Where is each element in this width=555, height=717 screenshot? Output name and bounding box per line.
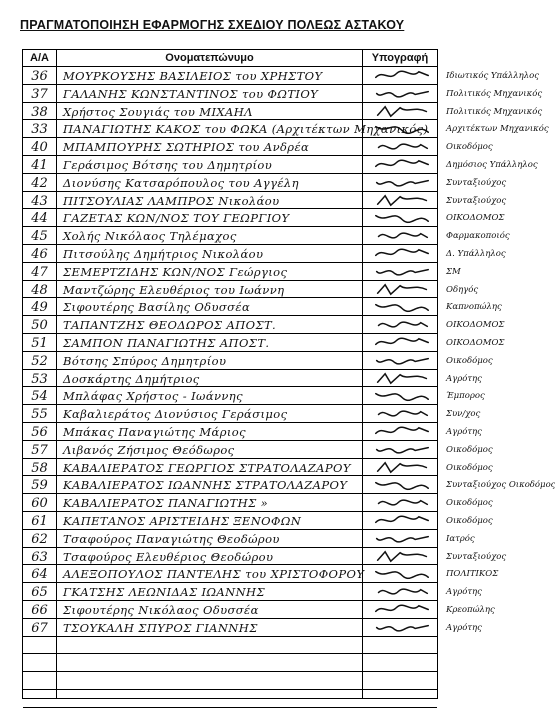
table-row (23, 298, 437, 316)
row-number: 48 (31, 282, 48, 298)
table-row (23, 583, 437, 601)
row-occupation: Αγρότης (446, 373, 482, 384)
row-occupation: Αγρότης (446, 587, 482, 598)
row-number: 43 (31, 193, 48, 209)
row-number: 37 (31, 86, 48, 102)
row-occupation: Οικοδόμος (446, 142, 493, 153)
row-number: 64 (31, 567, 48, 583)
table-row (23, 619, 437, 637)
row-name: ΜΠΑΜΠΟΥΡΗΣ ΣΩΤΗΡΙΟΣ του Ανδρέα (63, 140, 310, 155)
row-occupation: Οικοδόμος (446, 516, 493, 526)
handwritten-signature (371, 424, 433, 439)
row-occupation: ΟΙΚΟΔΟΜΟΣ (446, 213, 505, 224)
table-row (23, 387, 437, 405)
table-row (23, 174, 437, 192)
row-number (23, 672, 56, 689)
row-occupation: Οδηγός (446, 284, 479, 295)
row-occupation: Αγρότης (446, 622, 482, 633)
row-name: Γεράσιμος Βότσης του Δημητρίου (63, 158, 273, 172)
row-number: 59 (31, 478, 48, 494)
row-number: 42 (31, 175, 48, 191)
row-occupation: Αγρότης (446, 427, 482, 437)
table-row (23, 423, 437, 441)
row-number: 55 (31, 407, 48, 423)
row-name: Τσαφούρος Ελευθέριος Θεοδώρου (63, 549, 274, 564)
handwritten-signature (371, 549, 433, 564)
row-number: 45 (31, 229, 48, 245)
table-row (23, 156, 437, 174)
row-name: ΣΕΜΕΡΤΖΙΔΗΣ ΚΩΝ/ΝΟΣ Γεώργιος (63, 264, 288, 279)
row-occupation: Κρεοπώλης (446, 605, 495, 615)
table-row (23, 227, 437, 245)
row-occupation (446, 673, 550, 690)
handwritten-signature (371, 157, 433, 172)
handwritten-signature (371, 460, 433, 475)
table-row (23, 281, 437, 299)
table-row (23, 476, 437, 494)
table-row (23, 67, 437, 85)
row-occupation: Συνταξιούχος (446, 177, 507, 188)
row-name: ΚΑΒΑΛΙΕΡΑΤΟΣ ΓΕΩΡΓΙΟΣ ΣΤΡΑΤΟΛΑΖΑΡΟΥ (63, 460, 351, 475)
row-occupation: Συν/χος (446, 409, 481, 420)
handwritten-signature (371, 299, 433, 314)
row-number: 41 (31, 158, 48, 173)
row-name: ΠΑΝΑΓΙΩΤΗΣ ΚΑΚΟΣ του ΦΩΚΑ (Αρχιτέκτων Μηχανικός) (63, 122, 429, 137)
row-occupation: Αρχιτέκτων Μηχανικός (446, 124, 549, 135)
handwritten-signature (371, 566, 433, 581)
table-row (23, 405, 437, 423)
row-name: Μαντζώρης Ελευθέριος του Ιωάννη (63, 282, 285, 297)
header-signature: Υπογραφή (371, 52, 429, 64)
row-occupation: Έμπορος (446, 391, 485, 402)
row-occupation: Οικοδόμος (446, 498, 493, 509)
handwritten-signature (371, 193, 433, 208)
row-number: 52 (31, 353, 48, 369)
handwritten-signature (371, 388, 433, 403)
row-name: Διονύσης Κατσαρόπουλος του Αγγέλη (63, 175, 299, 190)
table-row (23, 334, 437, 352)
header-num: Α/Α (30, 52, 49, 64)
handwritten-signature (371, 353, 433, 368)
row-occupation (446, 655, 550, 672)
row-number: 65 (31, 585, 48, 601)
header-name: Ονοματεπώνυμο (165, 52, 254, 64)
handwritten-signature (371, 139, 433, 154)
row-number: 50 (31, 318, 48, 334)
row-number: 36 (31, 69, 48, 84)
handwritten-signature (371, 104, 433, 119)
handwritten-signature (371, 175, 433, 190)
table-row (23, 441, 437, 459)
table-row (23, 316, 437, 334)
row-occupation: Δ. Υπάλληλος (446, 249, 506, 259)
handwritten-signature (371, 121, 433, 136)
table-row (23, 459, 437, 477)
row-name: Τσαφούρος Παναγιώτης Θεοδώρου (63, 531, 280, 546)
row-name: Χρήστος Σουγιάς του ΜΙΧΑΗΛ (63, 104, 253, 119)
row-occupation: Φαρμακοποιός (446, 231, 510, 242)
row-occupation: Οικοδόμος (446, 355, 493, 366)
table-row (23, 138, 437, 156)
row-occupation (446, 638, 550, 655)
table-row (23, 512, 437, 530)
handwritten-signature (371, 86, 433, 101)
row-occupation (446, 691, 550, 708)
row-number: 44 (31, 211, 48, 227)
row-number: 54 (31, 389, 48, 405)
row-occupation: Συνταξιούχος Οικοδόμος (446, 480, 555, 491)
table-row (23, 637, 437, 655)
row-number: 62 (31, 531, 48, 547)
table-row (23, 565, 437, 583)
row-name: Χολής Νικόλαος Τηλέμαχος (63, 229, 237, 244)
table-row (23, 209, 437, 227)
handwritten-signature (371, 442, 433, 457)
row-name: ΓΚΑΤΣΗΣ ΛΕΩΝΙΔΑΣ ΙΩΑΝΝΗΣ (63, 585, 265, 600)
row-name: Δοσκάρτης Δημήτριος (63, 371, 200, 386)
row-name: ΜΟΥΡΚΟΥΣΗΣ ΒΑΣΙΛΕΙΟΣ του ΧΡΗΣΤΟΥ (63, 69, 323, 83)
row-number: 67 (31, 620, 48, 636)
row-number: 57 (31, 442, 48, 458)
row-number: 38 (31, 104, 48, 120)
row-name (63, 654, 359, 671)
handwritten-signature (371, 495, 433, 510)
table-row (23, 192, 437, 210)
row-name: Λιβανός Ζήσιμος Θεόδωρος (63, 442, 235, 457)
row-occupation: Ιατρός (446, 533, 475, 544)
handwritten-signature (371, 477, 433, 492)
row-number: 46 (31, 247, 48, 262)
row-name: ΠΙΤΣΟΥΛΙΑΣ ΛΑΜΠΡΟΣ Νικολάου (63, 193, 280, 208)
row-name: Μπάκας Παναγιώτης Μάριος (63, 425, 246, 439)
handwritten-signature (371, 602, 433, 617)
table-row (23, 263, 437, 281)
row-occupation: ΠΟΛΙΤΙΚΟΣ (446, 569, 499, 580)
row-number: 58 (31, 460, 48, 476)
handwritten-signature (371, 282, 433, 297)
row-number: 47 (31, 264, 48, 280)
row-occupation: Δημόσιος Υπάλληλος (446, 160, 538, 170)
row-name: ΚΑΠΕΤΑΝΟΣ ΑΡΙΣΤΕΙΔΗΣ ΞΕΝΟΦΩΝ (63, 514, 302, 528)
row-name: ΣΑΜΠΟΝ ΠΑΝΑΓΙΩΤΗΣ ΑΠΟΣΤ. (63, 336, 270, 350)
handwritten-signature (371, 264, 433, 279)
row-name: ΚΑΒΑΛΙΕΡΑΤΟΣ ΠΑΝΑΓΙΩΤΗΣ » (63, 496, 269, 511)
handwritten-signature (371, 371, 433, 386)
handwritten-signature (371, 228, 433, 243)
handwritten-signature (371, 406, 433, 421)
handwritten-signature (371, 335, 433, 350)
table-row (23, 672, 437, 690)
table-row (23, 245, 437, 263)
row-occupation: ΣΜ (446, 266, 461, 277)
row-occupation: Καπνοπώλης (446, 302, 502, 313)
row-occupation: Οικοδόμος (446, 462, 493, 473)
row-occupation: Ιδιωτικός Υπάλληλος (446, 71, 539, 81)
row-number: 66 (31, 603, 48, 618)
row-occupation: ΟΙΚΟΔΟΜΟΣ (446, 320, 505, 331)
row-name: ΚΑΒΑΛΙΕΡΑΤΟΣ ΙΩΑΝΝΗΣ ΣΤΡΑΤΟΛΑΖΑΡΟΥ (63, 478, 348, 493)
row-name: ΓΑΛΑΝΗΣ ΚΩΝΣΤΑΝΤΙΝΟΣ του ΦΩΤΙΟΥ (63, 86, 319, 101)
table-row (23, 120, 437, 138)
row-occupation: Πολιτικός Μηχανικός (446, 88, 543, 99)
row-name: Βότσης Σπύρος Δημητρίου (63, 353, 227, 368)
handwritten-signature (371, 317, 433, 332)
table-row (23, 548, 437, 566)
row-name: Σιφουτέρης Νικόλαος Οδυσσέα (63, 603, 259, 617)
row-name: ΑΛΕΞΟΠΟΥΛΟΣ ΠΑΝΤΕΛΗΣ του ΧΡΙΣΤΟΦΟΡΟΥ (63, 567, 365, 582)
row-occupation: ΟΙΚΟΔΟΜΟΣ (446, 338, 505, 348)
row-name: Μπλάφας Χρήστος - Ιωάννης (63, 389, 243, 404)
table-row (23, 352, 437, 370)
table-row (23, 370, 437, 388)
row-number: 40 (31, 140, 48, 156)
row-number: 53 (31, 371, 48, 387)
handwritten-signature (371, 584, 433, 599)
handwritten-signature (371, 68, 433, 83)
row-name: Καβαλιεράτος Διονύσιος Γεράσιμος (63, 407, 288, 422)
row-name: Πιτσούλης Δημήτριος Νικολάου (63, 247, 264, 261)
row-name (63, 690, 359, 707)
row-name: ΓΑΖΕΤΑΣ ΚΩΝ/ΝΟΣ ΤΟΥ ΓΕΩΡΓΙΟΥ (63, 211, 290, 226)
table-row (23, 494, 437, 512)
row-number: 60 (31, 496, 48, 512)
signature-sheet-table (22, 49, 438, 699)
handwritten-signature (371, 620, 433, 635)
handwritten-signature (371, 246, 433, 261)
row-name: ΤΣΟΥΚΑΛΗ ΣΠΥΡΟΣ ΓΙΑΝΝΗΣ (63, 620, 258, 635)
row-number: 63 (31, 549, 48, 565)
handwritten-signature (371, 513, 433, 528)
table-row (23, 530, 437, 548)
row-number (23, 690, 56, 707)
row-number (23, 637, 56, 654)
handwritten-signature (371, 210, 433, 225)
page-title: ΠΡΑΓΜΑΤΟΠΟΙΗΣΗ ΕΦΑΡΜΟΓΗΣ ΣΧΕΔΙΟΥ ΠΟΛΕΩΣ ΑΣΤΑΚΟΥ (20, 18, 405, 32)
row-number: 33 (31, 122, 48, 138)
table-header (23, 50, 437, 67)
row-name: Σιφουτέρης Βασίλης Οδυσσέα (63, 300, 251, 315)
row-name: ΤΑΠΑΝΤΖΗΣ ΘΕΟΔΩΡΟΣ ΑΠΟΣΤ. (63, 318, 277, 333)
handwritten-signature (371, 531, 433, 546)
row-number: 61 (31, 514, 48, 529)
row-name (63, 672, 359, 689)
row-name (63, 637, 359, 654)
row-number (23, 654, 56, 671)
row-occupation: Συνταξιούχος (446, 551, 507, 562)
table-row (23, 690, 437, 708)
row-occupation: Πολιτικός Μηχανικός (446, 106, 543, 117)
table-row (23, 601, 437, 619)
row-number: 51 (31, 336, 48, 351)
table-row (23, 103, 437, 121)
row-occupation: Συνταξιούχος (446, 195, 507, 206)
row-number: 49 (31, 300, 48, 316)
row-number: 56 (31, 425, 48, 440)
table-row (23, 85, 437, 103)
row-occupation: Οικοδόμος (446, 444, 493, 455)
table-row (23, 654, 437, 672)
